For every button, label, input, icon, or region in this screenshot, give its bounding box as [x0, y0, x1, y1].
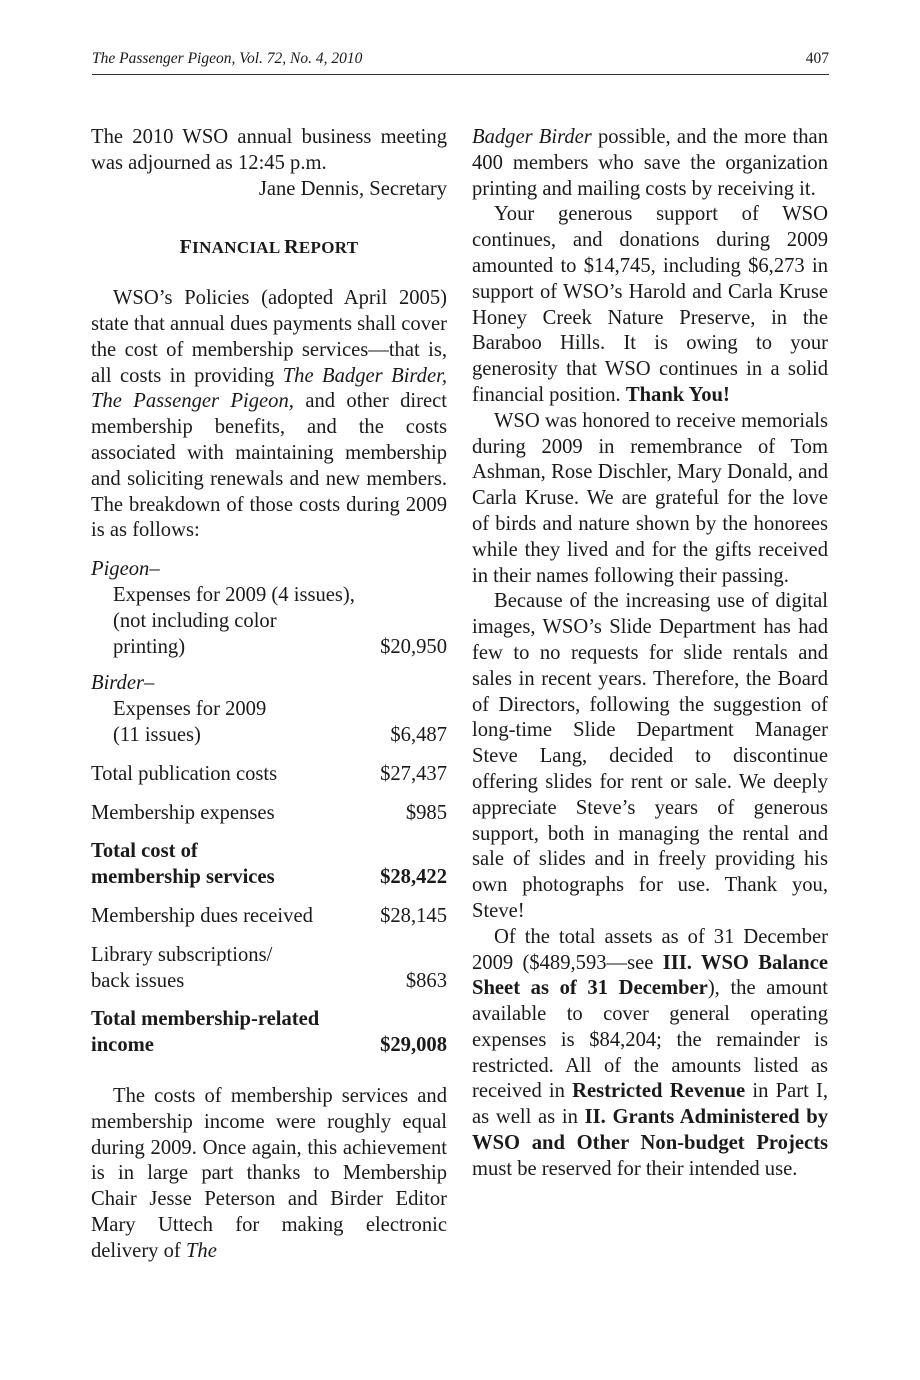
birder-desc-2: (11 issues)	[113, 723, 201, 746]
badger-birder-title: Badger Birder	[472, 126, 592, 148]
journal-title: The Passenger Pigeon, Vol. 72, No. 4, 2010	[92, 50, 363, 67]
birder-label: Birder–	[91, 672, 155, 695]
birder-expense-block	[91, 671, 447, 748]
assets-grants-ref: II. Grants Administered by WSO and Other Non-budget Projects	[472, 1106, 828, 1155]
pigeon-expense-block	[91, 557, 447, 660]
heading-word-2: EPORT	[298, 238, 359, 258]
total-income-label-2: income	[91, 1034, 154, 1057]
library-label-1: Library subscriptions/	[91, 943, 273, 966]
policies-text-2: and other direct membership benefits, and the costs associated with maintaining membership and soliciting renewals and new members. The breakdown of those costs during 2009 is as follows:	[91, 390, 448, 542]
support-paragraph	[472, 202, 828, 408]
dues-received-row	[91, 904, 447, 930]
page-number: 407	[805, 50, 829, 67]
support-text: Your generous support of WSO continues, and donations during 2009 amounted to $14,745, including $6,273 in support of WSO’s Harold and Carla Kruse Honey Creek Nature Preserve, in the Baraboo Hills. It is owing to your generosity that WSO continues in a solid financial position.	[472, 203, 828, 406]
assets-text-3: in Part I, as well as in	[472, 1080, 828, 1129]
costs-equal-text: The costs of membership services and membership income were roughly equal during 2009. Once again, this achievement is in large part thanks to Membership Chair Jesse Peterson and Birder Editor Mary Uttech for making electronic delivery of	[91, 1084, 447, 1262]
slide-department-paragraph: Because of the increasing use of digital images, WSO’s Slide Department has had few to no requests for slide rentals and sales in recent years. Therefore, the Board of Directors, following the suggestion of long-time Slide Department Manager Steve Lang, decided to discontinue offering slides for rent or sale. We deeply appreciate Steve’s years of generous support, both in managing the rental and sale of slides and in freely providing his own photographs for use. Thank you, Steve!	[472, 590, 828, 922]
dues-received-amount: $28,145	[380, 904, 447, 927]
costs-equal-italic: The	[185, 1239, 217, 1262]
membership-expenses-row	[91, 801, 447, 827]
total-publication-row	[91, 762, 447, 788]
thank-you-text: Thank You!	[625, 383, 730, 406]
total-publication-label: Total publication costs	[91, 762, 278, 785]
birder-amount-row	[91, 723, 447, 749]
library-row	[91, 969, 447, 995]
total-cost-label-2: membership services	[91, 866, 275, 889]
assets-text-1: Of the total assets as of 31 December 2009 ($489,593—see	[472, 925, 828, 974]
left-column	[91, 125, 447, 1264]
assets-paragraph	[472, 925, 828, 1183]
pigeon-amount-row	[91, 635, 447, 661]
pigeon-desc-2: (not including color	[113, 609, 277, 632]
total-income-block	[91, 1007, 447, 1059]
total-cost-row	[91, 865, 447, 891]
pigeon-amount: $20,950	[380, 635, 447, 658]
membership-expenses-amount: $985	[405, 801, 447, 824]
policies-text-1: WSO’s Policies (adopted April 2005) state that annual dues payments shall cover the cost of membership services—that is, all costs in providing	[91, 287, 447, 387]
pigeon-desc-3: printing)	[113, 635, 186, 658]
assets-text-4: must be reserved for their intended use.	[472, 1157, 798, 1180]
costs-equal-paragraph	[91, 1084, 447, 1265]
library-amount: $863	[405, 969, 447, 992]
financial-report-heading	[91, 235, 447, 261]
heading-initial-r: R	[284, 236, 299, 259]
dues-received-label: Membership dues received	[91, 904, 313, 927]
assets-balance-sheet-ref: III. WSO Balance Sheet as of 31 December	[472, 951, 828, 1000]
right-column	[472, 125, 828, 1183]
pigeon-label: Pigeon–	[91, 558, 160, 581]
total-income-row	[91, 1033, 447, 1059]
total-income-amount: $29,008	[380, 1034, 447, 1057]
heading-word-1: INANCIAL	[192, 238, 285, 258]
assets-text-2: ), the amount available to cover general operating expenses is $84,204; the remainder is restricted. All of the amounts listed as received in	[472, 977, 829, 1103]
pigeon-desc-1: Expenses for 2009 (4 issues),	[113, 583, 355, 606]
birder-desc-1: Expenses for 2009	[113, 698, 267, 721]
heading-initial-f: F	[179, 236, 193, 259]
policies-publications: The Badger Birder, The Passenger Pigeon,	[91, 364, 447, 413]
library-block	[91, 943, 447, 995]
secretary-signature: Jane Dennis, Secretary	[258, 177, 447, 200]
continuation-paragraph	[472, 125, 828, 202]
policies-paragraph	[91, 286, 447, 544]
running-header	[92, 50, 829, 75]
total-cost-amount: $28,422	[380, 866, 447, 889]
assets-restricted-revenue-ref: Restricted Revenue	[572, 1080, 746, 1103]
total-cost-label-1: Total cost of	[91, 840, 198, 863]
continuation-text: possible, and the more than 400 members who save the organization printing and mailing costs by receiving it.	[472, 126, 828, 200]
total-publication-amount: $27,437	[380, 762, 447, 785]
library-label-2: back issues	[91, 969, 185, 992]
total-cost-block	[91, 839, 447, 891]
total-income-label-1: Total membership-related	[91, 1008, 320, 1031]
meeting-adjourned-paragraph: The 2010 WSO annual business meeting was adjourned as 12:45 p.m.	[91, 126, 447, 174]
memorials-paragraph: WSO was honored to receive memorials during 2009 in remembrance of Tom Ashman, Rose Dischler, Mary Donald, and Carla Kruse. We are grateful for the love of birds and nature shown by the honorees while they lived and for the gifts received in their names following their passing.	[472, 409, 828, 587]
membership-expenses-label: Membership expenses	[91, 801, 275, 824]
birder-amount: $6,487	[390, 723, 447, 746]
